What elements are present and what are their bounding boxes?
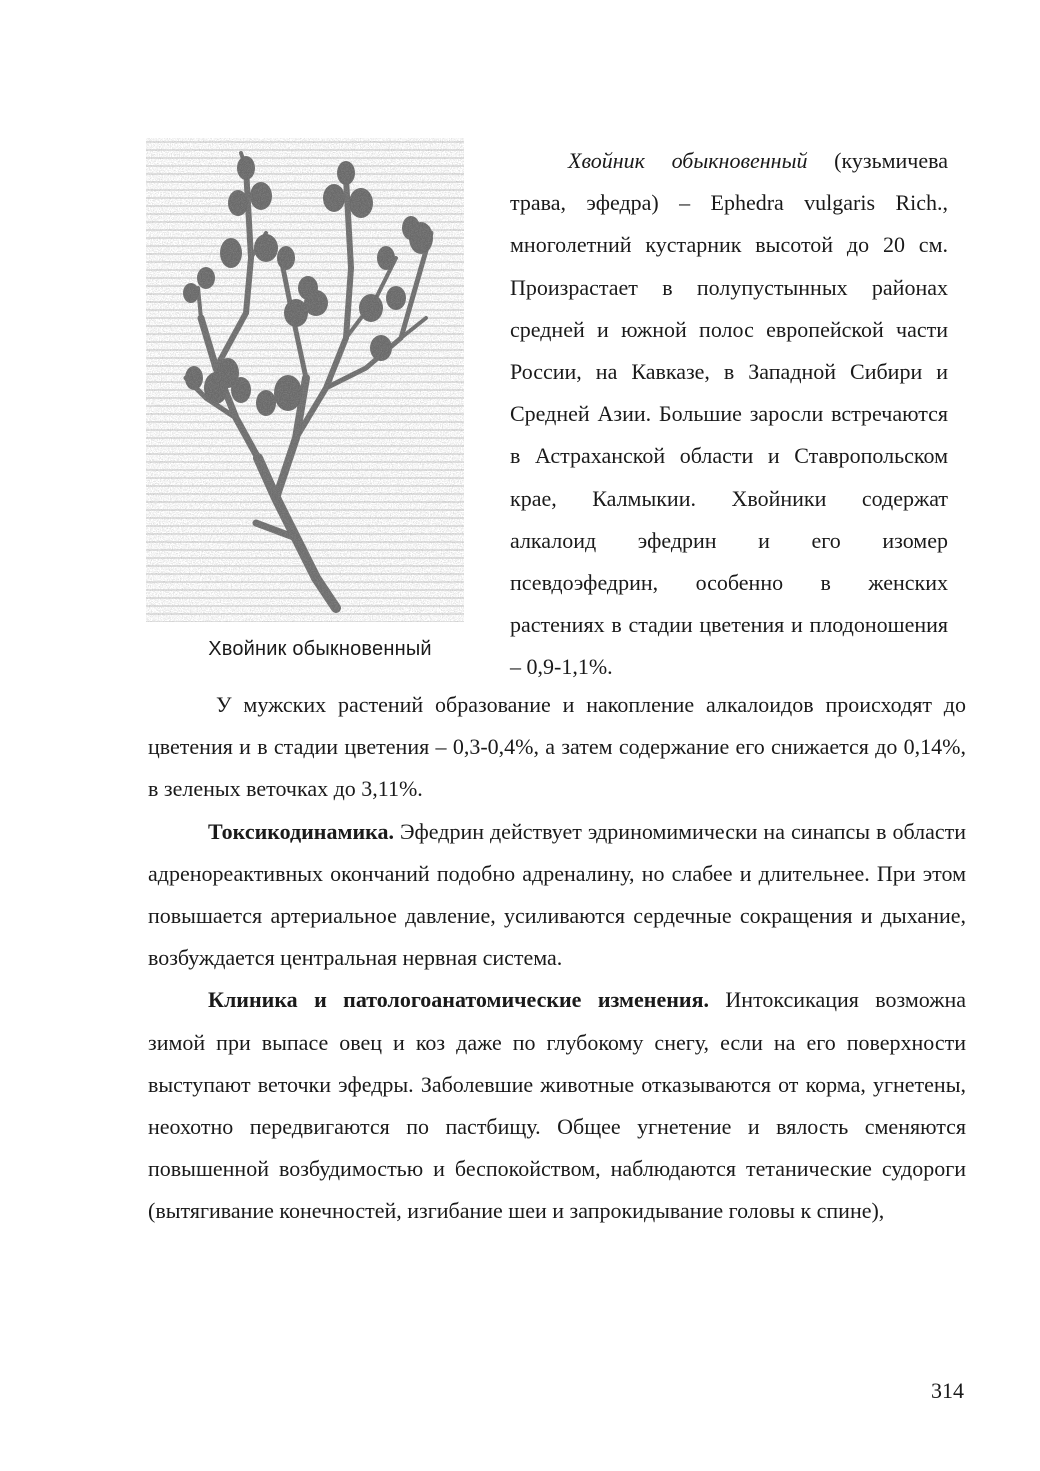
- body-text: [148, 684, 966, 1233]
- paragraph-clinic: [148, 979, 966, 1232]
- clinic-heading: Клиника и патологоанатомические изменения.: [208, 987, 710, 1013]
- paragraph-male-plants: У мужских растений образование и накопление алкалоидов происходят до цветения и в стадии цветения – 0,3-0,4%, а затем содержание его снижается до 0,14%, в зеленых веточках до 3,11%.: [148, 692, 966, 802]
- paragraph-toxicodynamics: [148, 811, 966, 980]
- page-number: 314: [931, 1378, 964, 1403]
- figure-caption: Хвойник обыкновенный: [208, 638, 432, 660]
- species-name: Хвойник обыкновенный: [568, 148, 808, 173]
- ephedra-drawing: [146, 138, 464, 622]
- plant-illustration: [146, 138, 464, 622]
- toxicodynamics-heading: Токсикодинамика.: [208, 818, 394, 844]
- clinic-text: Интоксикация возможна зимой при выпасе овец и коз даже по глубокому снегу, если на его поверхности выступают веточки эфедры. Заболевшие животные отказываются от корма, угнетены, неохотно передвигаются по пастбищу. Общее угнетение и вялость сменяются повышенной возбудимостью и беспокойством, наблюдаются тетанические судороги (вытягивание конечностей, изгибание шеи и запрокидывание головы к спине),: [148, 987, 967, 1224]
- toxicodynamics-text: Эфедрин действует эдриномимически на синапсы в области адренореактивных окончаний подобно адреналину, но слабее и длительнее. При этом повышается артериальное давление, усиливаются сердечные сокращения и дыхание, возбуждается центральная нервная система.: [148, 818, 966, 971]
- intro-text: (кузьмичева трава, эфедра) – Ephedra vulgaris Rich., многолетний кустарник высотой до 20 см. Произрастает в полупустынных районах средней и южной полос европейской части России, на Кавказе, в Западной Сибири и Средней Азии. Большие заросли встречаются в Астраханской области и Ставропольском крае, Калмыкии. Хвойники содержат алкалоид эфедрин и его изомер псевдоэфедрин, особенно в женских растениях в стадии цветения и плодоношения – 0,9-1,1%.: [510, 148, 948, 680]
- intro-paragraph: [510, 140, 948, 689]
